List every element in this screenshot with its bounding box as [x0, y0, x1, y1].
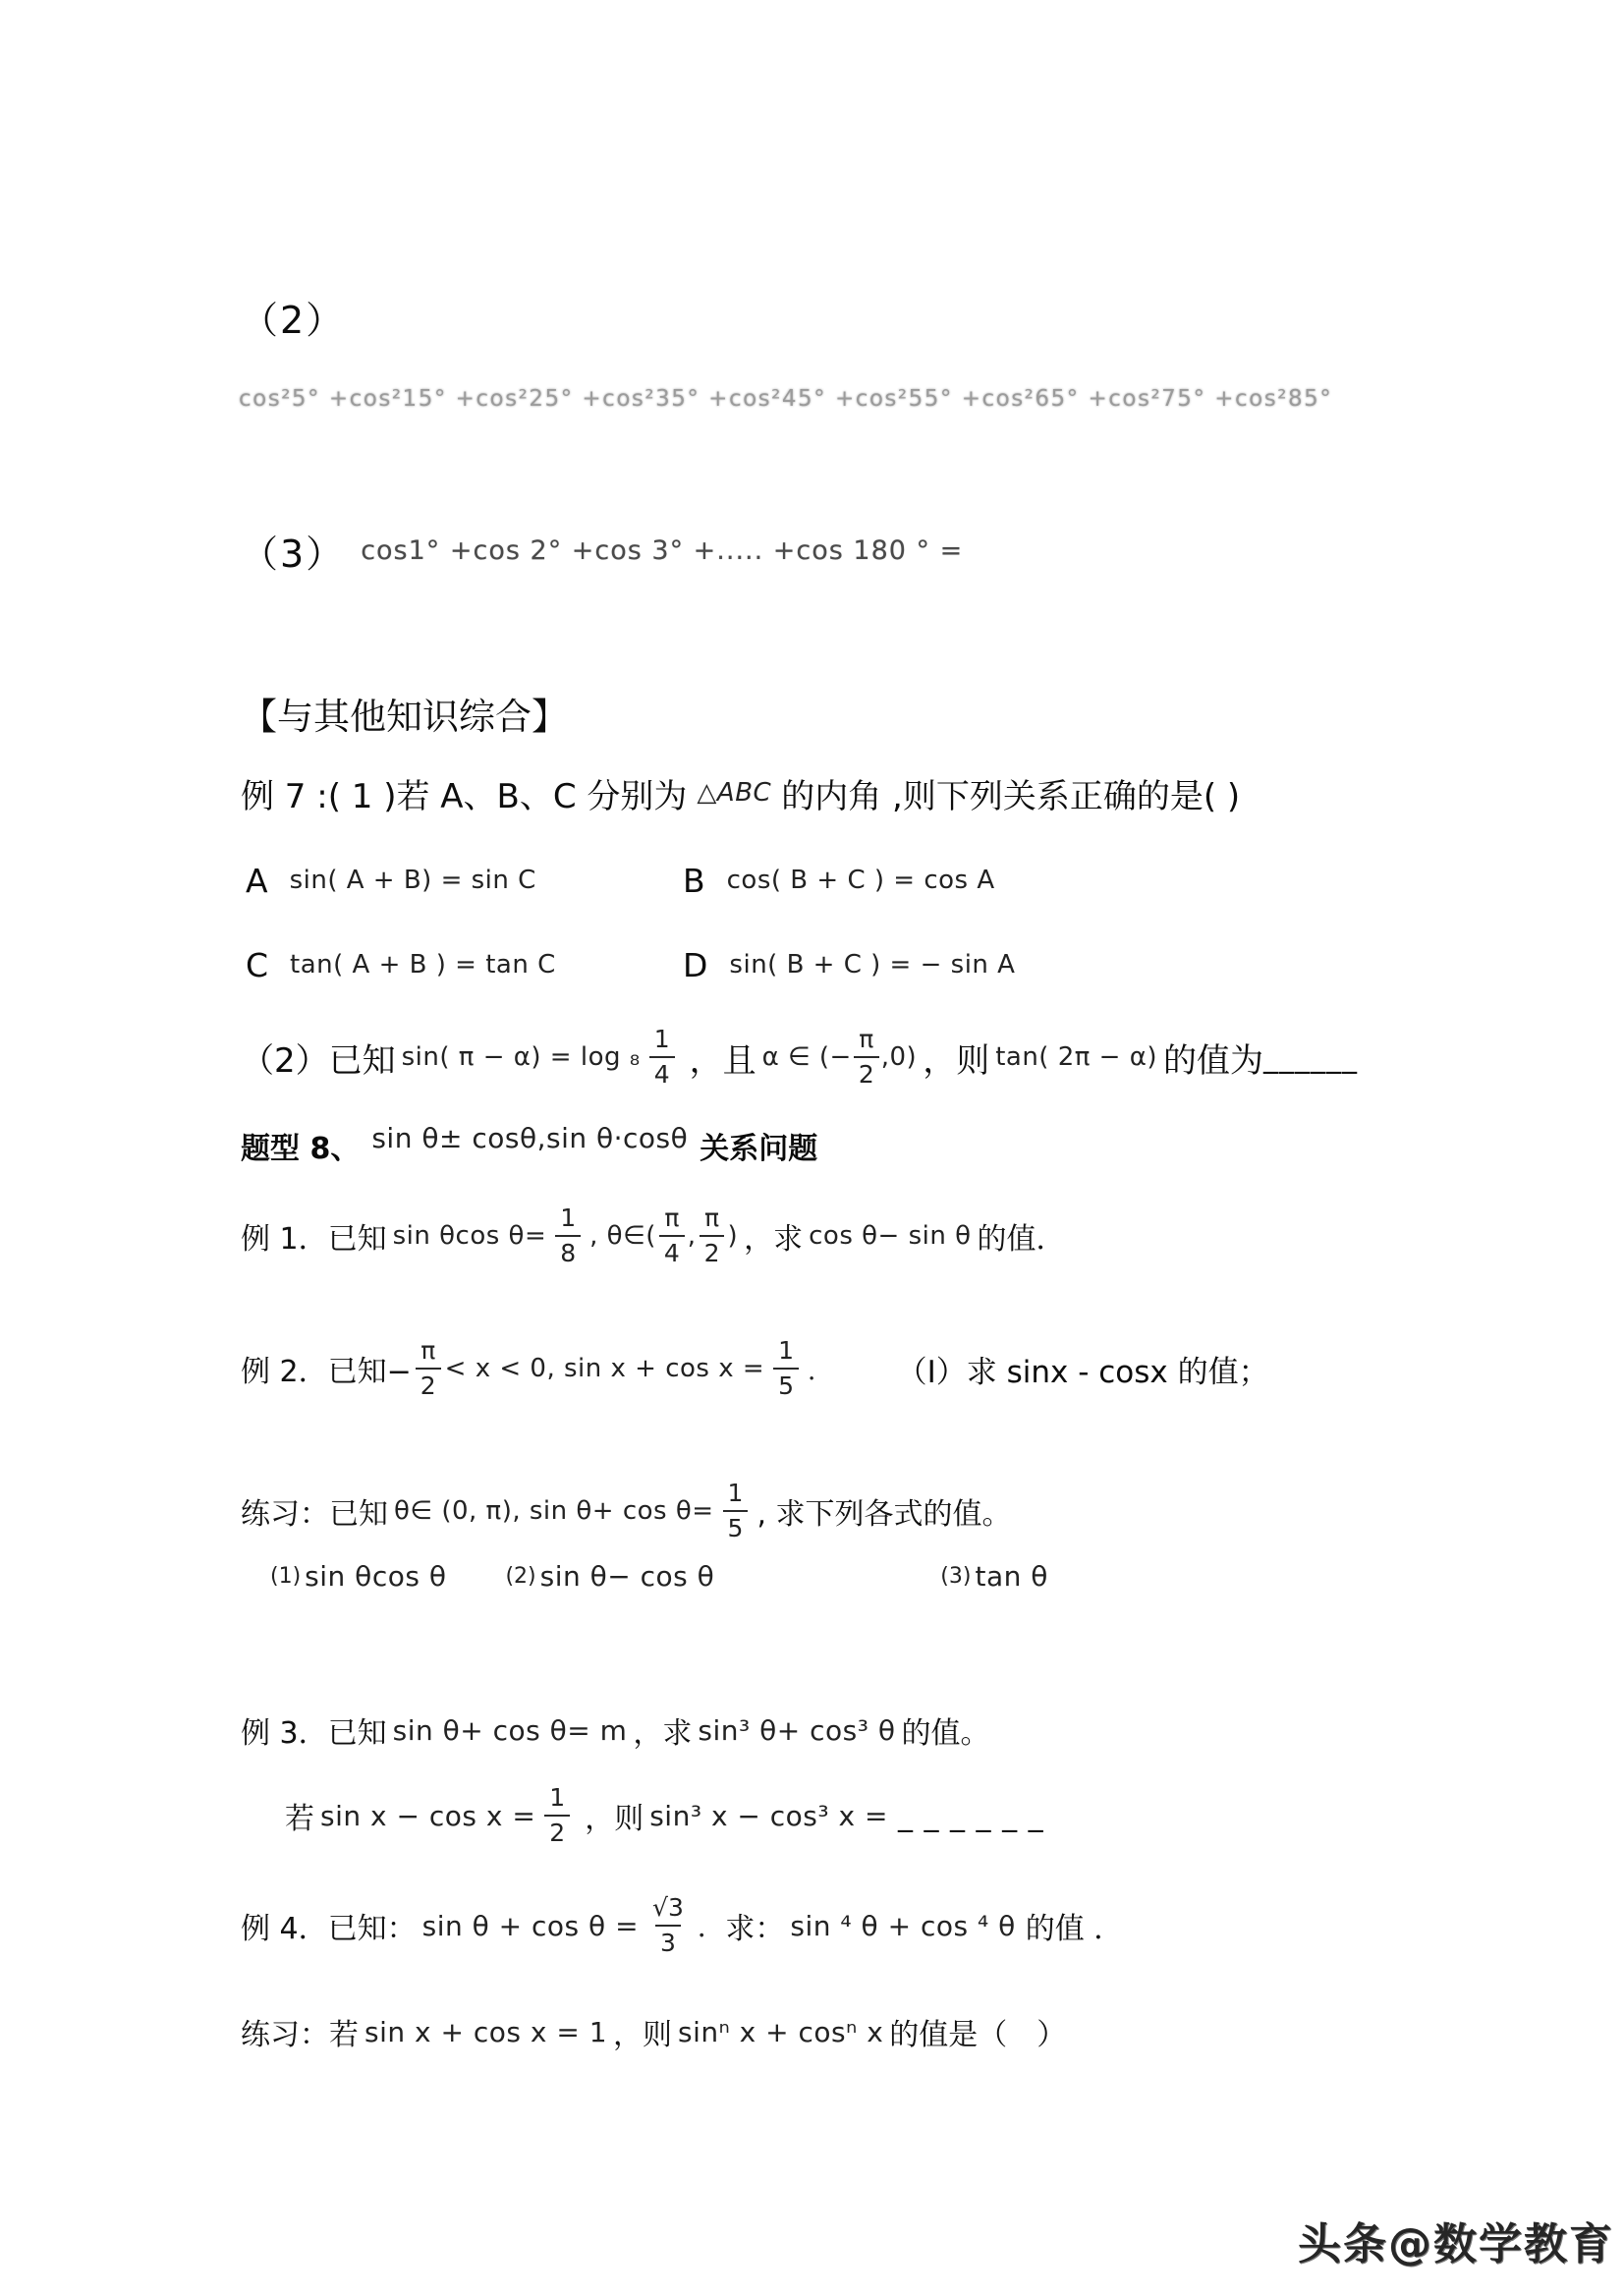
if-line-mid: ，则	[585, 1802, 644, 1836]
sin-n-plus-cos-n: sinⁿ x + cosⁿ x	[678, 2015, 884, 2048]
example1-prefix: 例 1．已知	[241, 1222, 387, 1257]
example2-row	[241, 1319, 1269, 1418]
example3-prefix: 例 3．已知	[241, 1716, 387, 1751]
item1-formula: sin θcos θ	[305, 1559, 447, 1593]
example2-part-i: （I）求 sinx - cosx 的值；	[896, 1354, 1269, 1390]
option-d	[683, 946, 1015, 984]
practice1-row	[241, 1462, 1012, 1560]
x-range-and-sum-equation: < x < 0, sin x + cos x =	[444, 1354, 765, 1383]
practice2-mid: ，则	[613, 2018, 673, 2052]
if-line-prefix: 若	[285, 1802, 314, 1836]
watermark-toutiao-math-education: 头条@数学教育	[1298, 2219, 1614, 2269]
example1-suffix: 的值．	[977, 1222, 1066, 1257]
fraction-sqrt3-3: $\frac{√3}{3}$	[652, 1892, 684, 1957]
option-c-letter: C	[246, 945, 269, 984]
alpha-interval-open: α ∈ (−	[761, 1042, 852, 1072]
theta-interval-close: )	[727, 1221, 739, 1251]
example1-row	[241, 1187, 1066, 1285]
option-a-letter: A	[246, 861, 268, 900]
item1-label: (1)	[270, 1563, 302, 1589]
part3-label: （3）	[241, 532, 346, 576]
example7-q2-suffix: 的值为	[1163, 1040, 1264, 1081]
topic8-suffix: 关系问题	[700, 1132, 818, 1166]
sin-cos-product-equation: sin θcos θ=	[392, 1221, 547, 1251]
cos-squared-series-formula: cos²5° +cos²15° +cos²25° +cos²35° +cos²45° +cos²55° +cos²65° +cos²75° +cos²85°	[239, 386, 1333, 412]
option-b-formula: cos( B + C ) = cos A	[726, 866, 995, 895]
section-heading-row	[241, 688, 568, 739]
example3-mid: ，求	[633, 1716, 693, 1751]
example4-prefix: 例 4．已知：	[241, 1912, 417, 1946]
example7-q1-prefix: 例 7 :( 1 )若 A、B、C 分别为	[241, 776, 688, 816]
interval-comma: ,	[687, 1221, 697, 1251]
triangle-abc-symbol: △ABC	[697, 778, 772, 808]
fraction-pi-2: $\frac{\pi}{2}$	[854, 1027, 879, 1089]
item3-formula: tan θ	[975, 1559, 1048, 1593]
example7-q1-suffix: 的内角 ,则下列关系正确的是( )	[781, 776, 1241, 816]
practice2-row	[241, 2006, 1066, 2057]
cos-minus-sin-expression: cos θ− sin θ	[809, 1221, 972, 1251]
item2-formula: sin θ− cos θ	[539, 1559, 715, 1593]
topic8-prefix: 题型 8、	[241, 1132, 361, 1166]
section-heading: 【与其他知识综合】	[241, 696, 568, 738]
sin-minus-cos-equation: sin x − cos x =	[320, 1799, 536, 1832]
practice2-suffix: 的值是（ ）	[889, 2018, 1067, 2052]
part3-row	[241, 524, 963, 577]
answer-blank-dashes: _ _ _ _ _ _	[897, 1798, 1044, 1833]
example2-prefix: 例 2．已知−	[241, 1355, 412, 1389]
topic8-row	[241, 1118, 817, 1173]
option-a-formula: sin( A + B) = sin C	[289, 866, 536, 895]
practice2-prefix: 练习：若	[241, 2018, 359, 2052]
fraction-pi-2: $\frac{\pi}{2}$	[416, 1338, 441, 1400]
part2-row	[241, 290, 345, 343]
sin-cubed-plus-cos-cubed: sin³ θ+ cos³ θ	[698, 1713, 896, 1747]
example3-suffix: 的值。	[901, 1716, 990, 1751]
example7-q2-prefix: （2）已知	[241, 1040, 396, 1081]
example3-row	[241, 1705, 990, 1756]
example7-q1-row	[241, 768, 1240, 817]
theta-interval-open: , θ∈(	[589, 1221, 656, 1251]
practice1-items-row	[270, 1552, 1048, 1599]
period-mark: ．	[808, 1356, 834, 1386]
part2-formula-row	[239, 379, 1332, 419]
sin-pi-minus-alpha-equation: sin( π − α) = log ₈	[401, 1042, 641, 1072]
example7-q2-row	[241, 1004, 1358, 1110]
example1-mid: ，求	[744, 1222, 804, 1257]
answer-blank: ______	[1263, 1039, 1359, 1075]
example4-suffix: 的值 ．	[1025, 1912, 1124, 1946]
practice1-suffix: , 求下列各式的值。	[756, 1497, 1012, 1532]
fraction-1-5: $\frac{1}{5}$	[773, 1338, 799, 1400]
fraction-pi-4: $\frac{\pi}{4}$	[659, 1205, 685, 1267]
fraction-1-4: $\frac{1}{4}$	[649, 1027, 675, 1089]
fraction-pi-2: $\frac{\pi}{2}$	[700, 1205, 725, 1267]
period-mark: ．	[697, 1911, 726, 1943]
option-d-formula: sin( B + C ) = − sin A	[729, 950, 1016, 980]
options-row-2	[246, 941, 1015, 988]
fraction-1-2: $\frac{1}{2}$	[544, 1785, 570, 1847]
option-c	[246, 946, 683, 984]
option-a	[246, 862, 683, 900]
if-line-row	[285, 1766, 1044, 1865]
item2-label: (2)	[505, 1563, 536, 1589]
cos-degree-sum-formula: cos1° +cos 2° +cos 3° +..... +cos 180 ° =	[361, 534, 964, 566]
theta-domain-sum-equation: θ∈ (0, π), sin θ+ cos θ=	[394, 1496, 714, 1526]
sin-plus-cos-equals-1: sin x + cos x = 1	[364, 2015, 608, 2048]
sin-plus-cos-equation: sin θ + cos θ =	[421, 1909, 640, 1942]
option-b-letter: B	[683, 861, 705, 900]
topic8-math-expression: sin θ± cosθ,sin θ·cosθ	[371, 1121, 689, 1154]
practice1-prefix: 练习：已知	[241, 1497, 388, 1532]
option-b	[683, 862, 995, 900]
sin-cubed-minus-cos-cubed: sin³ x − cos³ x =	[649, 1799, 888, 1832]
option-c-formula: tan( A + B ) = tan C	[290, 950, 556, 980]
alpha-interval-close: ,0)	[880, 1042, 918, 1072]
example4-row	[241, 1867, 1123, 1985]
item3-label: (3)	[940, 1563, 972, 1589]
example4-mid: 求：	[725, 1912, 785, 1946]
fraction-1-5: $\frac{1}{5}$	[723, 1481, 749, 1542]
fraction-1-8: $\frac{1}{8}$	[555, 1205, 581, 1267]
option-d-letter: D	[683, 945, 708, 984]
options-row-1	[246, 857, 995, 904]
example7-q2-mid2: ，则	[923, 1040, 990, 1081]
example7-q2-mid1: ，且	[689, 1040, 756, 1081]
sin-plus-cos-equals-m: sin θ+ cos θ= m	[392, 1713, 628, 1747]
part2-label: （2）	[241, 298, 346, 342]
sin-fourth-plus-cos-fourth: sin ⁴ θ + cos ⁴ θ	[790, 1909, 1016, 1942]
tan-2pi-minus-alpha: tan( 2π − α)	[995, 1042, 1158, 1072]
